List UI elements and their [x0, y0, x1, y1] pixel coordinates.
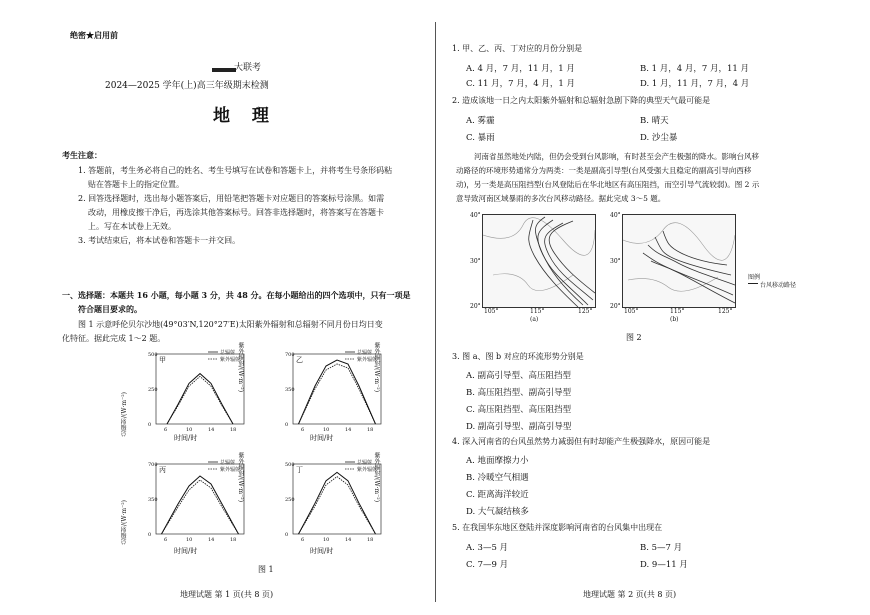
chart-ding — [285, 460, 405, 544]
lat-label: 40° — [610, 212, 621, 219]
lon-label: 115° — [670, 308, 685, 315]
q2-option-d: D. 沙尘暴 — [640, 133, 678, 143]
q1-option-c: C. 11 月，7 月，4 月，1 月 — [466, 79, 575, 89]
exam-title: 2024—2025 学年(上)高三年级期末检测 — [105, 81, 269, 91]
legend-uv-label: 紫外辐射 — [220, 467, 241, 473]
y-tick-label: 250 — [285, 497, 295, 503]
series-uv-line — [167, 376, 233, 424]
q4-option-d: D. 大气凝结核多 — [466, 507, 529, 517]
lat-label: 30° — [610, 258, 621, 265]
x-tick-label: 10 — [186, 427, 193, 433]
x-tick-label: 18 — [230, 537, 237, 543]
x-tick-label: 6 — [164, 427, 168, 433]
footer-left: 地理试题 第 1 页(共 8 页) — [180, 590, 274, 599]
lat-label: 20° — [610, 303, 621, 310]
q5-option-c: C. 7—9 月 — [466, 560, 509, 570]
y-axis-label-right: 紫外辐射/(W·m⁻²) — [373, 452, 380, 503]
question-5: 5. 在我国华东地区登陆并深度影响河南省的台风集中出现在 — [452, 523, 663, 532]
y-tick-label: 350 — [285, 387, 295, 393]
section-title: 一、选择题：本题共 16 小题，每小题 3 分，共 48 分。在每小题给出的四个选项中，只有一项是 — [62, 290, 411, 300]
series-uv-line — [162, 480, 239, 534]
typhoon-tracks-a — [483, 215, 595, 307]
x-tick-label: 14 — [208, 537, 215, 543]
q2-option-b: B. 晴天 — [640, 116, 669, 126]
q2-option-a: A. 雾霾 — [466, 116, 495, 126]
series-uv-line — [299, 364, 376, 424]
series-total-line — [162, 476, 239, 534]
map-b — [622, 214, 736, 308]
q5-option-d: D. 9—11 月 — [640, 560, 688, 570]
x-tick-label: 18 — [230, 427, 237, 433]
note-line: 2. 回答选择题时，选出每小题答案后，用铅笔把答题卡对应题目的答案标号涂黑。如需 — [78, 194, 385, 203]
lon-label: 125° — [578, 308, 593, 315]
q4-option-c: C. 距离海洋较近 — [466, 490, 529, 500]
note-line: 改动，用橡皮擦干净后，再选涂其他答案标号。回答非选择题时，将答案写在答题卡 — [88, 208, 384, 217]
question-4: 4. 深入河南省的台风虽然势力减弱但有时却能产生极强降水，原因可能是 — [452, 437, 711, 446]
q3-option-c: C. 高压阻挡型、高压阻挡型 — [466, 405, 572, 415]
subject-title: 地 理 — [213, 106, 277, 126]
notes-title: 考生注意： — [62, 150, 102, 160]
map-a — [482, 214, 596, 308]
plot-frame — [293, 354, 381, 424]
footer-right: 地理试题 第 2 页(共 8 页) — [583, 590, 677, 599]
map-b-label: (b) — [670, 316, 679, 323]
lon-label: 105° — [624, 308, 639, 315]
x-tick-label: 6 — [301, 427, 305, 433]
y-axis-label-left: 总辐射/(W·m⁻²) — [121, 392, 128, 437]
map-legend-item: 台风移动路径 — [760, 282, 797, 289]
plot-frame — [293, 464, 381, 534]
y-tick-label: 700 — [285, 352, 295, 358]
figure1-caption: 图 1 — [258, 565, 274, 574]
y-axis-label-right: 紫外辐射/(W·m⁻²) — [373, 342, 380, 393]
redacted-bar — [212, 68, 236, 72]
panel-label: 丁 — [296, 466, 303, 474]
panel-label: 乙 — [296, 356, 303, 364]
note-line: 贴在答题卡上的指定位置。 — [88, 180, 184, 189]
map-legend-title: 图例 — [748, 274, 761, 281]
page-divider — [435, 22, 436, 602]
x-tick-label: 6 — [301, 537, 305, 543]
q3-option-b: B. 高压阻挡型、副高引导型 — [466, 388, 572, 398]
y-tick-label: 500 — [285, 462, 295, 468]
y-tick-label: 500 — [148, 352, 158, 358]
question-1: 1. 甲、乙、丙、丁对应的月份分别是 — [452, 44, 583, 53]
y-tick-label: 350 — [148, 497, 158, 503]
q1-option-a: A. 4 月，7 月，11 月，1 月 — [466, 64, 575, 74]
x-tick-label: 14 — [345, 537, 352, 543]
passage-line: 动)，另一类是高压阻挡型(台风登陆后在华北地区有高压阻挡，而空引导气流较弱)。图 2 示 — [456, 180, 760, 189]
q2-option-c: C. 暴雨 — [466, 133, 495, 143]
x-tick-label: 14 — [208, 427, 215, 433]
q3-option-a: A. 副高引导型、高压阻挡型 — [466, 371, 572, 381]
x-axis-label: 时间/时 — [310, 547, 334, 555]
x-tick-label: 10 — [323, 537, 330, 543]
note-line: 3. 考试结束后，将本试卷和答题卡一并交回。 — [78, 236, 241, 245]
passage-line: 意导致河南区域暴雨的多次台风移动路径。据此完成 3～5 题。 — [456, 194, 666, 203]
x-tick-label: 14 — [345, 427, 352, 433]
y-tick-label: 700 — [148, 462, 158, 468]
section-title-cont: 符合题目要求的。 — [78, 304, 142, 314]
q5-option-a: A. 3—5 月 — [466, 543, 509, 553]
plot-frame — [156, 464, 244, 534]
lat-label: 40° — [470, 212, 481, 219]
q1-option-b: B. 1 月，4 月，7 月，11 月 — [640, 64, 749, 74]
question-3: 3. 图 a、图 b 对应的环流形势分别是 — [452, 352, 584, 361]
exam-name: 大联考 — [234, 63, 262, 73]
section-intro-cont: 化特征。据此完成 1～2 题。 — [62, 334, 166, 343]
y-tick-label: 0 — [285, 532, 289, 538]
series-uv-line — [299, 477, 376, 534]
legend-uv-label: 紫外辐射 — [357, 467, 378, 473]
figure2-caption: 图 2 — [626, 333, 642, 342]
lon-label: 115° — [530, 308, 545, 315]
panel-label: 甲 — [159, 356, 166, 364]
typhoon-tracks-b — [623, 215, 735, 307]
y-axis-label-right: 紫外辐射/(W·m⁻²) — [237, 452, 244, 503]
map-a-label: (a) — [530, 316, 539, 323]
x-tick-label: 18 — [367, 537, 374, 543]
q3-option-d: D. 副高引导型、副高引导型 — [466, 422, 572, 432]
lon-label: 105° — [484, 308, 499, 315]
x-tick-label: 10 — [186, 537, 193, 543]
series-total-line — [299, 472, 376, 534]
section-intro: 图 1 示意呼伦贝尔沙地(49°03′N,120°27′E)太阳紫外辐射和总辐射不同月份日均日变 — [78, 320, 383, 329]
chart-yi — [285, 350, 405, 434]
secret-mark: 绝密★启用前 — [70, 30, 118, 40]
x-axis-label: 时间/时 — [174, 434, 198, 442]
question-2: 2. 造成该地一日之内太阳紫外辐射和总辐射急剧下降的典型天气最可能是 — [452, 96, 711, 105]
q1-option-d: D. 1 月，11 月，7 月，4 月 — [640, 79, 750, 89]
legend-line — [748, 283, 758, 284]
panel-label: 丙 — [159, 466, 166, 474]
lat-label: 20° — [470, 303, 481, 310]
legend-uv-label: 紫外辐射 — [357, 357, 378, 363]
y-axis-label-right: 紫外辐射/(W·m⁻²) — [237, 342, 244, 393]
legend-total-label: 总辐射 — [357, 460, 373, 466]
x-tick-label: 6 — [164, 537, 168, 543]
passage-line: 动路径的环境形势通常分为两类：一类是副高引导型(台风受强大且稳定的副高引导向西移 — [456, 166, 752, 175]
note-line: 上。写在本试卷上无效。 — [88, 222, 176, 231]
legend-uv-label: 紫外辐射 — [220, 357, 241, 363]
plot-frame — [156, 354, 244, 424]
series-total-line — [167, 374, 233, 424]
y-tick-label: 0 — [148, 532, 152, 538]
chart-jia — [148, 350, 268, 434]
note-line: 1. 答题前，考生务必将自己的姓名、考生号填写在试卷和答题卡上，并将考生号条形码粘 — [78, 166, 393, 175]
x-axis-label: 时间/时 — [310, 434, 334, 442]
x-tick-label: 18 — [367, 427, 374, 433]
y-tick-label: 0 — [285, 422, 289, 428]
passage-line: 河南省虽然地处内陆，但仍会受到台风影响，有时甚至会产生极强的降水。影响台风移 — [474, 152, 759, 161]
q4-option-b: B. 冷暖空气相遇 — [466, 473, 529, 483]
y-tick-label: 0 — [148, 422, 152, 428]
x-tick-label: 10 — [323, 427, 330, 433]
legend-total-label: 总辐射 — [357, 350, 373, 356]
x-axis-label: 时间/时 — [174, 547, 198, 555]
q5-option-b: B. 5—7 月 — [640, 543, 683, 553]
y-axis-label-left: 总辐射/(W·m⁻²) — [121, 500, 128, 545]
lat-label: 30° — [470, 258, 481, 265]
y-tick-label: 250 — [148, 387, 158, 393]
chart-bing — [148, 460, 268, 544]
legend-total-label: 总辐射 — [220, 350, 236, 356]
lon-label: 125° — [718, 308, 733, 315]
q4-option-a: A. 地面摩擦力小 — [466, 456, 529, 466]
legend-total-label: 总辐射 — [220, 460, 236, 466]
series-total-line — [299, 360, 376, 424]
